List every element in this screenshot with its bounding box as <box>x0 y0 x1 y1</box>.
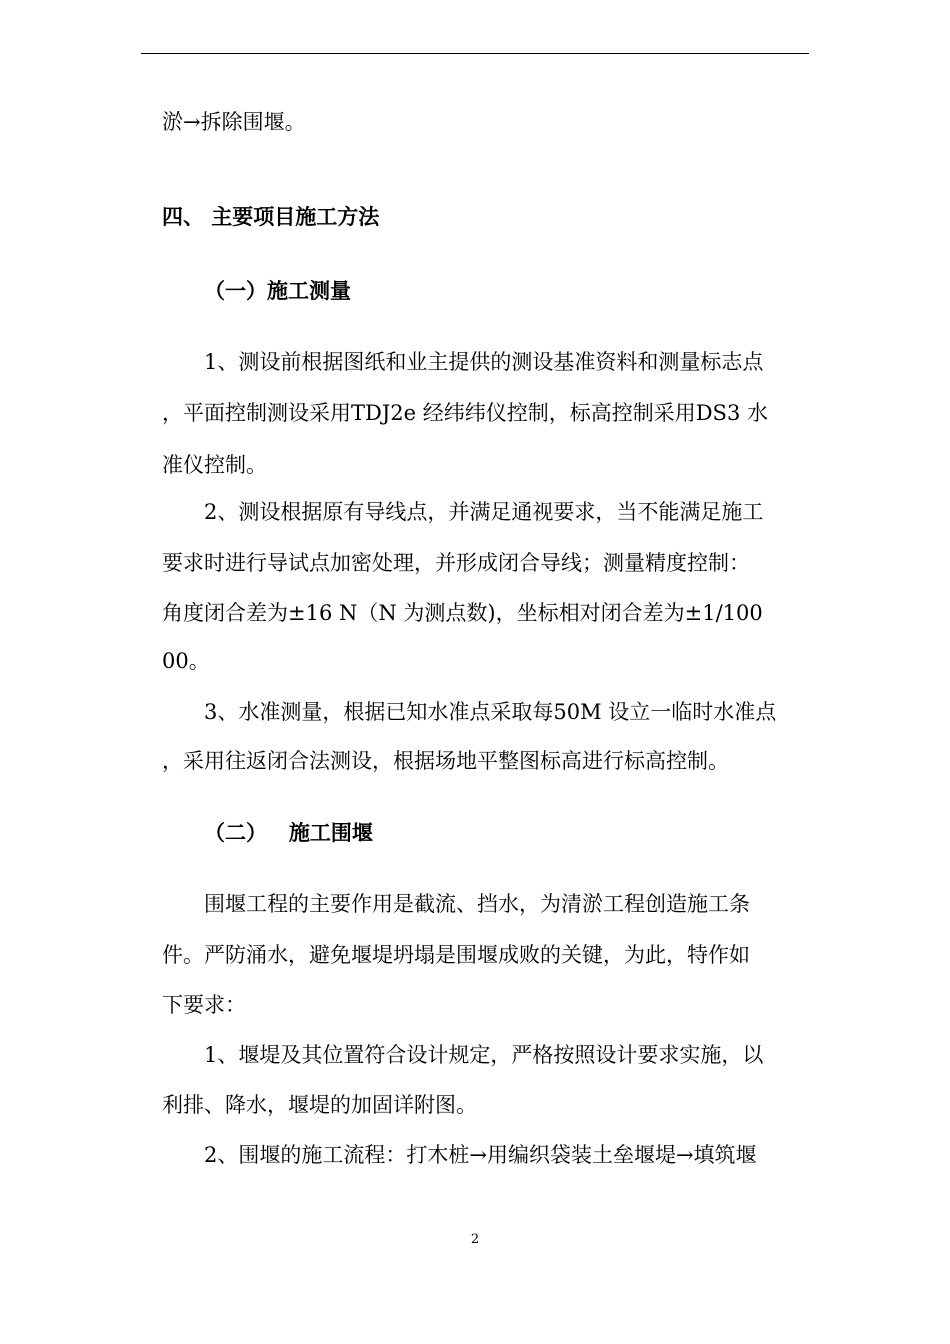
paragraph-2-line-4: 00。 <box>162 649 210 673</box>
paragraph-4-line-3: 下要求： <box>162 993 246 1017</box>
header-rule <box>141 53 809 54</box>
subsection-heading-cofferdam: （二） 施工围堰 <box>204 821 373 845</box>
continuation-text: 淤→拆除围堰。 <box>162 110 306 134</box>
subsection-heading-survey: （一）施工测量 <box>204 279 351 303</box>
paragraph-2-line-3: 角度闭合差为±16 N（N 为测点数)，坐标相对闭合差为±1/100 <box>162 601 763 625</box>
page-number: 2 <box>470 1232 480 1247</box>
paragraph-5-line-1: 1、堰堤及其位置符合设计规定，严格按照设计要求实施，以 <box>204 1043 764 1067</box>
paragraph-3-line-1: 3、水准测量，根据已知水准点采取每50M 设立一临时水准点 <box>204 700 777 724</box>
paragraph-1-line-2: ，平面控制测设采用TDJ2e 经纬纬仪控制，标高控制采用DS3 水 <box>162 401 768 425</box>
paragraph-5-line-2: 利排、降水，堰堤的加固详附图。 <box>162 1093 477 1117</box>
paragraph-4-line-2: 件。严防涌水，避免堰堤坍塌是围堰成败的关键，为此，特作如 <box>162 943 750 967</box>
paragraph-2-line-2: 要求时进行导试点加密处理，并形成闭合导线；测量精度控制： <box>162 551 750 575</box>
paragraph-6-line-1: 2、围堰的施工流程：打木桩→用编织袋装土垒堰堤→填筑堰 <box>204 1143 757 1167</box>
paragraph-2-line-1: 2、测设根据原有导线点，并满足通视要求，当不能满足施工 <box>204 500 764 524</box>
paragraph-4-line-1: 围堰工程的主要作用是截流、挡水，为清淤工程创造施工条 <box>204 892 750 916</box>
paragraph-3-line-2: ，采用往返闭合法测设，根据场地平整图标高进行标高控制。 <box>162 749 729 773</box>
paragraph-1-line-3: 准仪控制。 <box>162 453 267 477</box>
paragraph-1-line-1: 1、测设前根据图纸和业主提供的测设基准资料和测量标志点 <box>204 350 764 374</box>
section-heading: 四、 主要项目施工方法 <box>162 205 380 229</box>
